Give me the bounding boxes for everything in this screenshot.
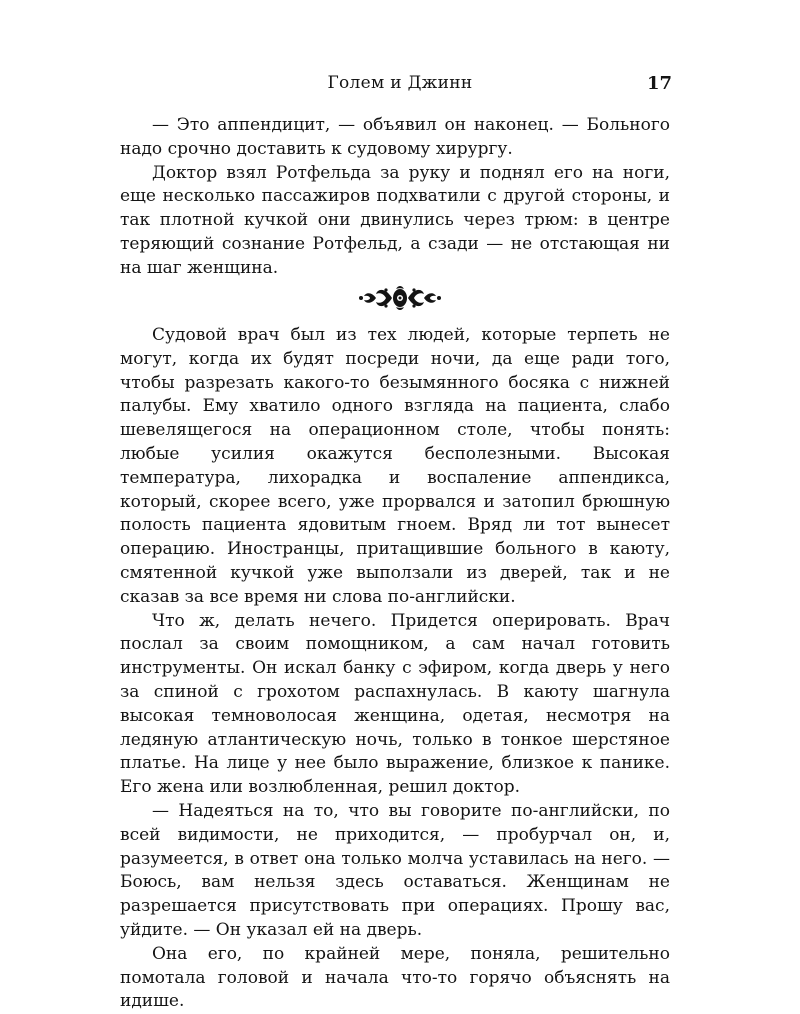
paragraph: Что ж, делать нечего. Придется оперировать. Врач послал за своим помощником, а сам начал готовить инструменты. Он искал банку с эфиром, когда дверь у него за спиной с грохотом распахнулась. В каюту шагнула высокая темноволосая женщина, одетая, несмотря на ледяную атлантическую ночь, только в тонкое шерстяное платье. На лице у нее было выражение, близкое к панике. Его жена или возлюбленная, решил доктор.: [120, 610, 670, 798]
text-section-1: [120, 114, 670, 281]
paragraph: Судовой врач был из тех людей, которые терпеть не могут, когда их будят посреди ночи, да еще ради того, чтобы разрезать какого-то безымянного босяка с нижней палубы. Ему хватило одного взгляда на пациента, слабо шевелящегося на операционном столе, чтобы понять: любые усилия окажутся бесполезными. Высокая температура, лихорадка и воспаление аппендикса, который, скорее всего, уже прорвался и затопил брюшную полость пациента ядовитым гноем. Вряд ли тот вынесет операцию. Иностранцы, притащившие больного в каюту, смятенной кучкой уже выползали из дверей, так и не сказав за все время ни слова по-английски.: [120, 325, 670, 607]
running-title: Голем и Джинн: [327, 73, 473, 93]
paragraph: Доктор взял Ротфельда за руку и поднял его на ноги, еще несколько пассажиров подхватили с другой стороны, и так плотной кучкой они двинулись через трюм: в центре теряющий сознание Ротфельд, а сзади — не отстающая ни на шаг женщина.: [120, 162, 670, 278]
paragraph: — Надеяться на то, что вы говорите по-английски, по всей видимости, не приходится, — пробурчал он, и, разумеется, в ответ она только молча уставилась на него. — Боюсь, вам нельзя здесь оставаться. Женщинам не разрешается присутствовать при операциях. Прошу вас, уйдите. — Он указал ей на дверь.: [120, 800, 670, 940]
page-number: 17: [646, 73, 672, 94]
paragraph: — Это аппендицит, — объявил он наконец. — Больного надо срочно доставить к судовому хирургу.: [120, 115, 670, 159]
text-section-2: [120, 324, 670, 1014]
paragraph: Она его, по крайней мере, поняла, решительно помотала головой и начала что-то горячо объяснять на идише.: [120, 943, 670, 1012]
floral-ornament-icon: [352, 284, 448, 312]
running-head: [120, 73, 680, 97]
